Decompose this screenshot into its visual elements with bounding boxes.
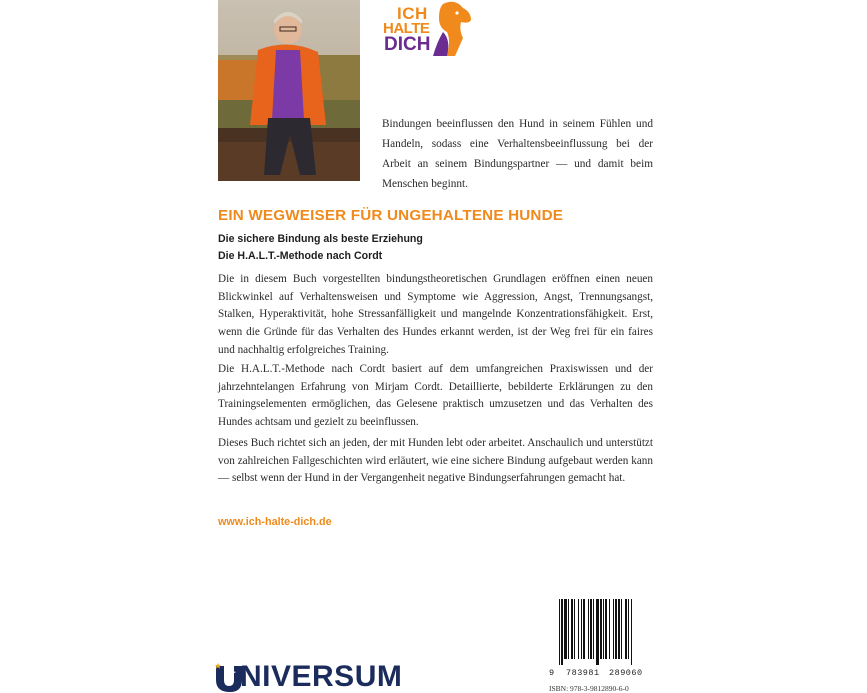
barcode-bar xyxy=(603,599,604,659)
barcode-bar xyxy=(613,599,614,659)
barcode-bar xyxy=(590,599,592,659)
ich-halte-dich-logo xyxy=(381,0,476,56)
barcode-bar xyxy=(625,599,627,659)
barcode-left-digits: 783981 xyxy=(566,668,600,678)
barcode-bar xyxy=(615,599,617,659)
barcode-bar xyxy=(578,599,579,659)
barcode-bar xyxy=(571,599,573,659)
barcode-bar xyxy=(621,599,622,659)
intro-paragraph: Bindungen beeinflussen den Hund in seinem Fühlen und Handeln, sodass eine Verhaltensbeeinflussung bei der Arbeit an seinem Bindungspartner — und damit beim Menschen beginnt. xyxy=(382,118,653,190)
book-headline: EIN WEGWEISER FÜR UNGEHALTENE HUNDE xyxy=(218,207,564,224)
logo-word-halte: HALTE xyxy=(383,20,430,37)
barcode-bar xyxy=(583,599,585,659)
barcode-bar xyxy=(618,599,620,659)
logo-word-ich: ICH xyxy=(397,4,428,23)
barcode-bar xyxy=(581,599,582,659)
subtitle-line-1: Die sichere Bindung als beste Erziehung xyxy=(218,233,423,245)
barcode-bar xyxy=(568,599,569,659)
logo-word-dich: DICH xyxy=(384,34,431,55)
barcode-right-digits: 289060 xyxy=(609,668,643,678)
dog-head-icon xyxy=(425,0,473,56)
website-link[interactable]: www.ich-halte-dich.de xyxy=(218,516,332,528)
barcode-image xyxy=(557,599,657,669)
body-paragraph-2: Die H.A.L.T.-Methode nach Cordt basiert auf dem umfangreichen Praxiswissen und der jahrzehntelangen Erfahrung von Mirjam Cordt. Detaillierte, bebilderte Erklärungen zu den Trainingselementen ermöglichen, das Gelesene praktisch umzusetzen und das Verhalten des Hundes achtsam und gezielt zu beeinflussen. xyxy=(218,363,653,429)
subtitle-line-2: Die H.A.L.T.-Methode nach Cordt xyxy=(218,250,383,262)
barcode-bar xyxy=(596,599,599,665)
barcode-bar xyxy=(605,599,607,659)
author-photo xyxy=(218,0,360,181)
barcode-bar xyxy=(588,599,589,659)
body-paragraph-3: Dieses Buch richtet sich an jeden, der mit Hunden lebt oder arbeitet. Anschaulich und unterstützt von zahlreichen Fallgeschichten wird erläutert, wie eine sichere Bindung aufgebaut werden kann — selbst wenn der Hund in der Vergangenheit negative Bindungserfahrungen gemacht hat. xyxy=(218,437,653,485)
body-paragraph-1: Die in diesem Buch vorgestellten bindungstheoretischen Grundlagen eröffnen einen neuen Blickwinkel auf Verhaltensweisen und Symptome wie Aggression, Angst, Trennungsangst, Stalken, Hyperaktivität, hohe Stressanfälligkeit und mangelnde Konzentrationsfähigkeit. Erst, wenn die Gründe für das Verhalten des Hundes erkannt werden, ist der Weg frei für ein faires und nachhaltig erfolgreiches Training. xyxy=(218,273,653,356)
barcode-bar xyxy=(600,599,602,659)
barcode-bar xyxy=(561,599,563,665)
publisher-logo xyxy=(212,660,452,693)
barcode-bar xyxy=(574,599,575,659)
barcode-bar xyxy=(559,599,560,665)
barcode-bar xyxy=(564,599,567,659)
barcode-first-digit: 9 xyxy=(549,668,555,678)
barcode-bar xyxy=(593,599,594,659)
barcode-bar xyxy=(631,599,632,665)
barcode-bar xyxy=(609,599,610,659)
barcode-bar xyxy=(628,599,629,659)
isbn-number: ISBN: 978-3-9812890-6-0 xyxy=(549,684,629,693)
publisher-name: NIVERSUM xyxy=(240,660,403,693)
